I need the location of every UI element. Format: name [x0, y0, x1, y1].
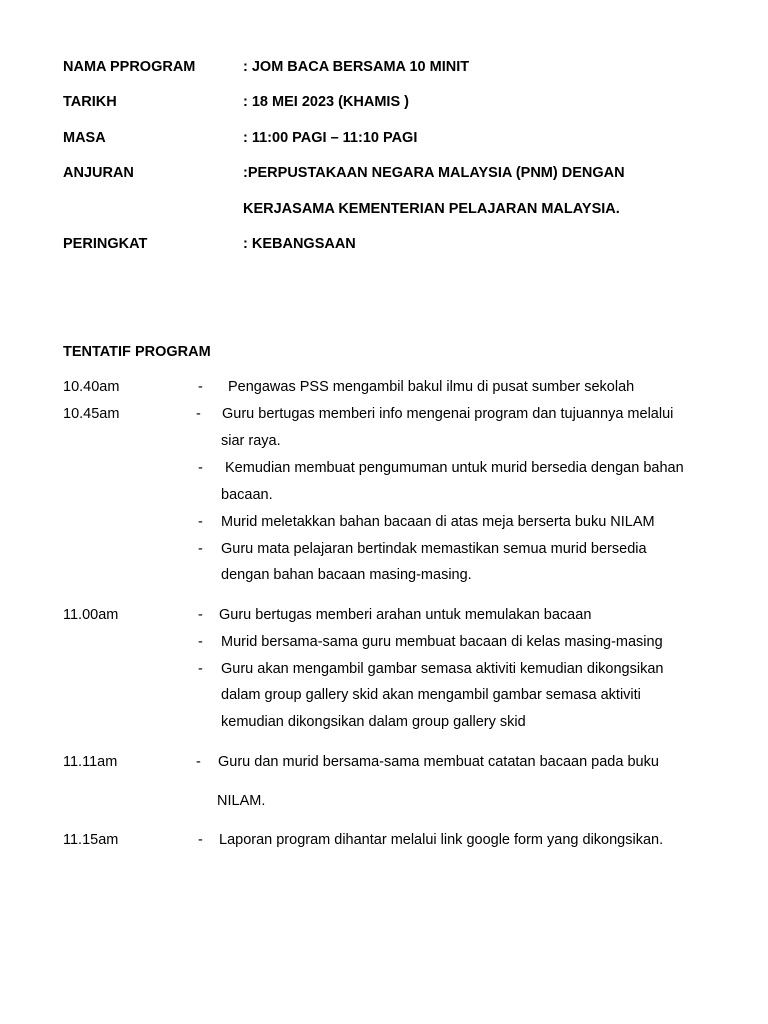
item-1111-1-line1: Guru dan murid bersama-sama membuat catatan bacaan pada buku: [218, 754, 659, 770]
label-nama-program: NAMA PPROGRAM: [63, 59, 196, 75]
label-tarikh: TARIKH: [63, 94, 117, 110]
value-masa: : 11:00 PAGI – 11:10 PAGI: [243, 130, 418, 146]
bullet-dash: -: [196, 754, 201, 770]
value-nama-program: : JOM BACA BERSAMA 10 MINIT: [243, 59, 470, 75]
item-1045-4-line1: Guru mata pelajaran bertindak memastikan semua murid bersedia: [221, 541, 647, 557]
item-1100-2: Murid bersama-sama guru membuat bacaan di kelas masing-masing: [221, 634, 663, 650]
value-tarikh: : 18 MEI 2023 (KHAMIS ): [243, 94, 409, 110]
time-1100: 11.00am: [63, 607, 119, 623]
item-1100-3-line1: Guru akan mengambil gambar semasa aktiviti kemudian dikongsikan: [221, 661, 664, 677]
tentatif-title: TENTATIF PROGRAM: [63, 344, 211, 360]
item-1045-4-line2: dengan bahan bacaan masing-masing.: [221, 567, 472, 583]
bullet-dash: -: [198, 541, 203, 557]
item-1045-2-line1: Kemudian membuat pengumuman untuk murid bersedia dengan bahan: [225, 460, 684, 476]
value-anjuran-line2: KERJASAMA KEMENTERIAN PELAJARAN MALAYSIA.: [243, 201, 620, 217]
bullet-dash: -: [198, 379, 203, 395]
time-1115: 11.15am: [63, 832, 119, 848]
item-1100-3-line3: kemudian dikongsikan dalam group gallery skid: [221, 714, 526, 730]
value-anjuran-line1: :PERPUSTAKAAN NEGARA MALAYSIA (PNM) DENGAN: [243, 165, 625, 181]
item-1045-3: Murid meletakkan bahan bacaan di atas meja berserta buku NILAM: [221, 514, 655, 530]
value-peringkat: : KEBANGSAAN: [243, 236, 356, 252]
item-1040-1: Pengawas PSS mengambil bakul ilmu di pusat sumber sekolah: [228, 379, 635, 395]
item-1115-1: Laporan program dihantar melalui link google form yang dikongsikan.: [219, 832, 664, 848]
label-peringkat: PERINGKAT: [63, 236, 148, 252]
label-masa: MASA: [63, 130, 106, 146]
item-1045-2-line2: bacaan.: [221, 487, 273, 503]
time-1045: 10.45am: [63, 406, 120, 422]
time-1040: 10.40am: [63, 379, 120, 395]
bullet-dash: -: [198, 661, 203, 677]
item-1100-3-line2: dalam group gallery skid akan mengambil gambar semasa aktiviti: [221, 687, 641, 703]
bullet-dash: -: [196, 406, 201, 422]
item-1045-1-line1: Guru bertugas memberi info mengenai program dan tujuannya melalui: [222, 406, 674, 422]
item-1111-1-line2: NILAM.: [217, 793, 266, 809]
bullet-dash: -: [198, 514, 203, 530]
label-anjuran: ANJURAN: [63, 165, 134, 181]
bullet-dash: -: [198, 607, 203, 623]
bullet-dash: -: [198, 460, 203, 476]
item-1045-1-line2: siar raya.: [221, 433, 281, 449]
time-1111: 11.11am: [63, 754, 118, 770]
item-1100-1: Guru bertugas memberi arahan untuk memulakan bacaan: [219, 607, 592, 623]
bullet-dash: -: [198, 832, 203, 848]
bullet-dash: -: [198, 634, 203, 650]
